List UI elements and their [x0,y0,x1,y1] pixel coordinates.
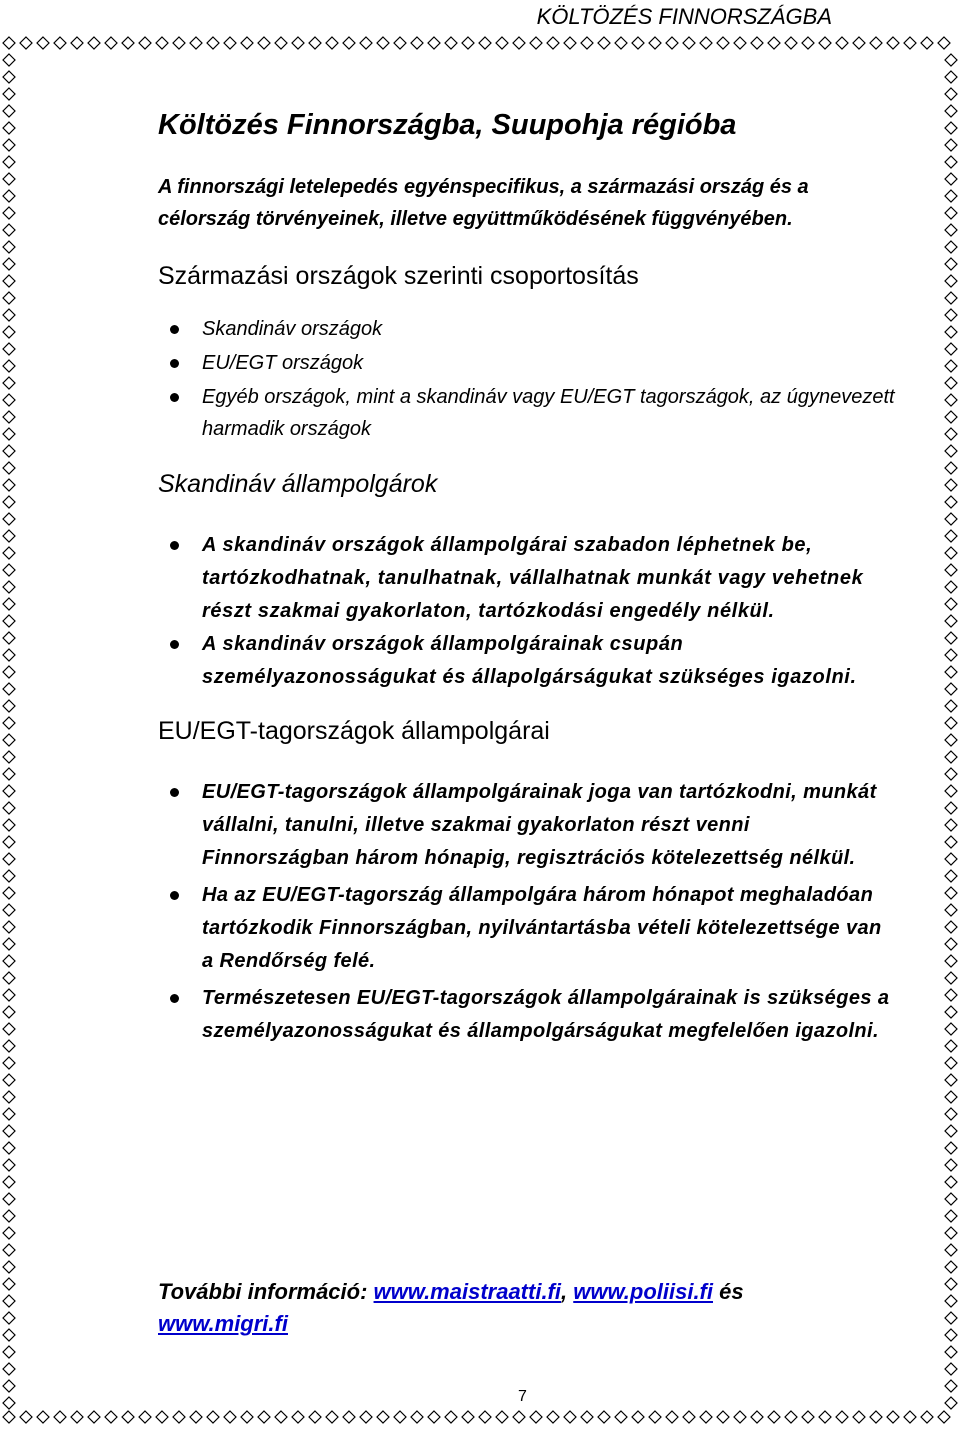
border-diamond [945,224,957,236]
border-diamond [173,1411,185,1423]
border-diamond [3,1380,15,1392]
border-diamond [462,1411,474,1423]
border-diamond [54,1411,66,1423]
border-diamond [945,88,957,100]
border-diamond [945,394,957,406]
border-diamond [945,1227,957,1239]
border-diamond [945,462,957,474]
border-diamond [904,1411,916,1423]
border-diamond [547,37,559,49]
border-diamond [530,1411,542,1423]
border-diamond [3,1023,15,1035]
border-diamond [945,326,957,338]
border-diamond [945,666,957,678]
border-diamond [802,1411,814,1423]
border-diamond [945,649,957,661]
border-diamond [945,1108,957,1120]
border-diamond [945,1295,957,1307]
border-diamond [945,700,957,712]
border-diamond [224,37,236,49]
border-diamond [411,37,423,49]
border-diamond [683,1411,695,1423]
border-diamond [377,1411,389,1423]
border-diamond [122,37,134,49]
border-diamond [428,37,440,49]
border-diamond [3,1346,15,1358]
border-diamond [921,37,933,49]
border-diamond [3,1295,15,1307]
border-diamond [3,1261,15,1273]
border-diamond [173,37,185,49]
border-diamond [20,37,32,49]
more-info [158,1276,858,1340]
border-diamond [564,37,576,49]
border-diamond [945,241,957,253]
border-diamond [3,1040,15,1052]
border-diamond [3,955,15,967]
border-diamond [3,428,15,440]
border-diamond [3,1006,15,1018]
link-migri[interactable]: www.migri.fi [158,1311,288,1336]
border-diamond [945,360,957,372]
border-diamond [945,904,957,916]
border-diamond [945,105,957,117]
border-diamond [945,887,957,899]
border-diamond [258,37,270,49]
border-diamond [945,598,957,610]
page-title: Költözés Finnországba, Suupohja régióba [158,109,737,141]
border-diamond [3,173,15,185]
border-diamond [564,1411,576,1423]
border-diamond [326,37,338,49]
border-diamond [3,1278,15,1290]
border-diamond [945,870,957,882]
border-diamond [292,37,304,49]
border-diamond [945,343,957,355]
border-diamond [581,37,593,49]
border-diamond [819,1411,831,1423]
list-item: EU/EGT-tagországok állampolgárainak joga van tartózkodni, munkát vállalni, tanulni, illetve szakmai gyakorlaton részt venni Finnországban három hónapig, regisztrációs kötelezettség nélkül. [158,776,898,875]
border-diamond [921,1411,933,1423]
border-diamond [3,1142,15,1154]
border-diamond [945,717,957,729]
border-diamond [666,37,678,49]
border-diamond [3,989,15,1001]
running-header: KÖLTÖZÉS FINNORSZÁGBA [536,4,832,29]
border-diamond [3,309,15,321]
border-diamond [3,649,15,661]
border-diamond [945,751,957,763]
border-diamond [649,1411,661,1423]
border-diamond [3,462,15,474]
border-diamond [496,37,508,49]
border-diamond [945,955,957,967]
border-diamond [3,71,15,83]
border-diamond [870,37,882,49]
border-diamond [945,207,957,219]
border-diamond [3,921,15,933]
border-diamond [122,1411,134,1423]
border-diamond [343,37,355,49]
page-number: 7 [518,1388,527,1405]
border-diamond [945,54,957,66]
border-diamond [360,1411,372,1423]
border-diamond [3,360,15,372]
border-diamond [3,1091,15,1103]
list-item: A skandináv országok állampolgárai szabadon léphetnek be, tartózkodhatnak, tanulhatnak, vállalhatnak munkát vagy vehetnek részt szakmai gyakorlaton, tartózkodási engedély nélkül. [158,529,898,628]
border-diamond [945,1023,957,1035]
border-diamond [3,411,15,423]
border-diamond [258,1411,270,1423]
list-item: A skandináv országok állampolgárainak csupán személyazonosságukat és állapolgárságukat szükséges igazolni. [158,628,898,694]
border-diamond [751,1411,763,1423]
border-diamond [3,598,15,610]
border-diamond [945,1363,957,1375]
border-diamond [945,1261,957,1273]
section-heading-eu: EU/EGT-tagországok állampolgárai [158,716,550,745]
border-diamond [945,615,957,627]
border-diamond [945,1074,957,1086]
list-item: Természetesen EU/EGT-tagországok állampolgárainak is szükséges a személyazonosságukat és állampolgárságukat megfelelően igazolni. [158,982,898,1048]
border-diamond [904,37,916,49]
border-diamond [945,156,957,168]
border-diamond [945,1397,957,1409]
border-diamond [20,1411,32,1423]
border-diamond [717,1411,729,1423]
border-diamond [945,1380,957,1392]
border-diamond [3,1312,15,1324]
border-diamond [547,1411,559,1423]
border-diamond [292,1411,304,1423]
border-diamond [513,37,525,49]
border-diamond [3,1108,15,1120]
border-diamond [938,1411,950,1423]
border-diamond [3,105,15,117]
border-diamond [945,938,957,950]
document-body [158,108,898,1052]
list-item: EU/EGT országok [158,347,898,379]
border-diamond [360,37,372,49]
border-diamond [479,37,491,49]
border-diamond [3,1210,15,1222]
border-diamond [945,377,957,389]
border-diamond [700,37,712,49]
border-diamond [945,530,957,542]
border-diamond [3,1125,15,1137]
border-diamond [3,258,15,270]
border-diamond [945,785,957,797]
border-diamond [836,37,848,49]
border-diamond [683,37,695,49]
border-diamond [275,1411,287,1423]
border-diamond [3,139,15,151]
border-diamond [649,37,661,49]
border-diamond [207,1411,219,1423]
border-diamond [513,1411,525,1423]
border-diamond [3,1176,15,1188]
border-diamond [445,37,457,49]
border-diamond [3,751,15,763]
border-diamond [37,1411,49,1423]
border-diamond [530,37,542,49]
border-diamond [945,1193,957,1205]
border-diamond [3,275,15,287]
list-item: Egyéb országok, mint a skandináv vagy EU/EGT tagországok, az úgynevezett harmadik országok [158,381,898,445]
border-diamond [700,1411,712,1423]
border-diamond [462,37,474,49]
border-diamond [945,1278,957,1290]
border-diamond [3,394,15,406]
more-info-label: További információ: [158,1279,368,1304]
border-diamond [751,37,763,49]
border-diamond [945,1057,957,1069]
border-diamond [3,547,15,559]
border-diamond [326,1411,338,1423]
border-diamond [3,513,15,525]
border-diamond [241,37,253,49]
nordic-list [158,529,898,694]
border-diamond [3,802,15,814]
border-diamond [3,870,15,882]
border-diamond [945,819,957,831]
conjunction: és [719,1279,744,1304]
separator: , [561,1279,568,1304]
border-diamond [3,445,15,457]
border-diamond [945,768,957,780]
border-diamond [3,54,15,66]
border-diamond [615,37,627,49]
border-diamond [945,853,957,865]
border-diamond [598,1411,610,1423]
eu-list [158,776,898,1048]
border-diamond [3,292,15,304]
border-diamond [802,37,814,49]
border-diamond [3,1363,15,1375]
border-diamond [3,343,15,355]
border-diamond [3,1074,15,1086]
border-diamond [717,37,729,49]
border-diamond [945,734,957,746]
border-diamond [945,1142,957,1154]
border-diamond [3,819,15,831]
border-diamond [105,1411,117,1423]
border-diamond [3,1159,15,1171]
border-diamond [3,190,15,202]
border-diamond [945,547,957,559]
border-diamond [853,1411,865,1423]
border-diamond [3,122,15,134]
border-diamond [3,377,15,389]
border-diamond [71,1411,83,1423]
border-diamond [836,1411,848,1423]
border-diamond [3,683,15,695]
border-diamond [3,904,15,916]
border-diamond [377,37,389,49]
border-diamond [37,37,49,49]
border-diamond [3,88,15,100]
border-diamond [945,632,957,644]
border-diamond [3,496,15,508]
border-diamond [945,513,957,525]
border-diamond [275,37,287,49]
border-diamond [945,309,957,321]
border-diamond [853,37,865,49]
section-heading-origin: Származási országok szerinti csoportosítás [158,261,639,290]
border-diamond [945,1176,957,1188]
border-diamond [3,37,15,49]
border-diamond [3,1244,15,1256]
border-diamond [945,258,957,270]
border-diamond [496,1411,508,1423]
border-diamond [3,224,15,236]
border-diamond [3,717,15,729]
border-diamond [945,1210,957,1222]
border-diamond [945,581,957,593]
border-diamond [945,71,957,83]
border-diamond [105,37,117,49]
border-diamond [945,802,957,814]
border-diamond [3,853,15,865]
border-diamond [3,785,15,797]
border-diamond [54,37,66,49]
border-diamond [3,564,15,576]
border-diamond [945,1329,957,1341]
border-diamond [945,292,957,304]
border-diamond [88,1411,100,1423]
border-diamond [428,1411,440,1423]
border-diamond [139,37,151,49]
border-diamond [3,1329,15,1341]
border-diamond [3,887,15,899]
border-diamond [945,173,957,185]
border-diamond [309,37,321,49]
list-item: Skandináv országok [158,313,898,345]
border-diamond [445,1411,457,1423]
border-diamond [945,1244,957,1256]
border-diamond [945,921,957,933]
border-diamond [945,411,957,423]
border-diamond [3,1397,15,1409]
border-diamond [3,768,15,780]
border-diamond [581,1411,593,1423]
border-diamond [156,37,168,49]
border-diamond [71,37,83,49]
link-maistraatti[interactable]: www.maistraatti.fi [373,1279,561,1304]
border-diamond [887,37,899,49]
border-diamond [3,530,15,542]
border-diamond [411,1411,423,1423]
border-diamond [945,1125,957,1137]
border-diamond [887,1411,899,1423]
border-diamond [598,37,610,49]
border-diamond [870,1411,882,1423]
border-diamond [309,1411,321,1423]
border-diamond [945,190,957,202]
border-diamond [3,734,15,746]
border-diamond [394,1411,406,1423]
border-diamond [945,1040,957,1052]
border-diamond [3,241,15,253]
border-diamond [632,37,644,49]
border-diamond [734,1411,746,1423]
border-diamond [945,1006,957,1018]
border-diamond [945,122,957,134]
list-item: Ha az EU/EGT-tagország állampolgára három hónapot meghaladóan tartózkodik Finnországban, nyilvántartásba vételi kötelezettsége van a Rendőrség felé. [158,879,898,978]
border-diamond [938,37,950,49]
border-diamond [3,666,15,678]
border-diamond [3,1057,15,1069]
border-diamond [3,207,15,219]
border-diamond [945,836,957,848]
border-diamond [945,445,957,457]
border-diamond [768,37,780,49]
border-diamond [945,683,957,695]
border-diamond [3,700,15,712]
border-diamond [88,37,100,49]
border-diamond [394,37,406,49]
border-diamond [615,1411,627,1423]
border-diamond [785,37,797,49]
border-diamond [666,1411,678,1423]
border-diamond [734,37,746,49]
intro-paragraph: A finnországi letelepedés egyénspecifikus, a származási ország és a célország törvényeinek, illetve együttműködésének függvényében. [158,175,809,230]
border-diamond [3,972,15,984]
border-diamond [945,989,957,1001]
border-diamond [819,37,831,49]
border-diamond [139,1411,151,1423]
border-diamond [3,938,15,950]
border-diamond [190,1411,202,1423]
border-diamond [3,1227,15,1239]
border-diamond [3,615,15,627]
border-diamond [945,564,957,576]
border-diamond [3,156,15,168]
border-diamond [945,1091,957,1103]
border-diamond [224,1411,236,1423]
border-diamond [945,479,957,491]
border-diamond [241,1411,253,1423]
border-diamond [785,1411,797,1423]
border-diamond [768,1411,780,1423]
border-diamond [3,581,15,593]
border-diamond [945,496,957,508]
border-diamond [3,479,15,491]
border-diamond [3,632,15,644]
border-diamond [3,1193,15,1205]
border-diamond [945,428,957,440]
border-diamond [945,1346,957,1358]
border-diamond [3,326,15,338]
border-diamond [3,1411,15,1423]
border-diamond [945,275,957,287]
border-diamond [945,139,957,151]
border-diamond [3,836,15,848]
section-heading-nordic: Skandináv állampolgárok [158,469,438,498]
link-poliisi[interactable]: www.poliisi.fi [573,1279,713,1304]
origin-list [158,313,898,445]
border-diamond [945,1312,957,1324]
border-diamond [190,37,202,49]
border-diamond [207,37,219,49]
border-diamond [945,1159,957,1171]
border-diamond [156,1411,168,1423]
border-diamond [343,1411,355,1423]
border-diamond [632,1411,644,1423]
border-diamond [945,972,957,984]
border-diamond [479,1411,491,1423]
